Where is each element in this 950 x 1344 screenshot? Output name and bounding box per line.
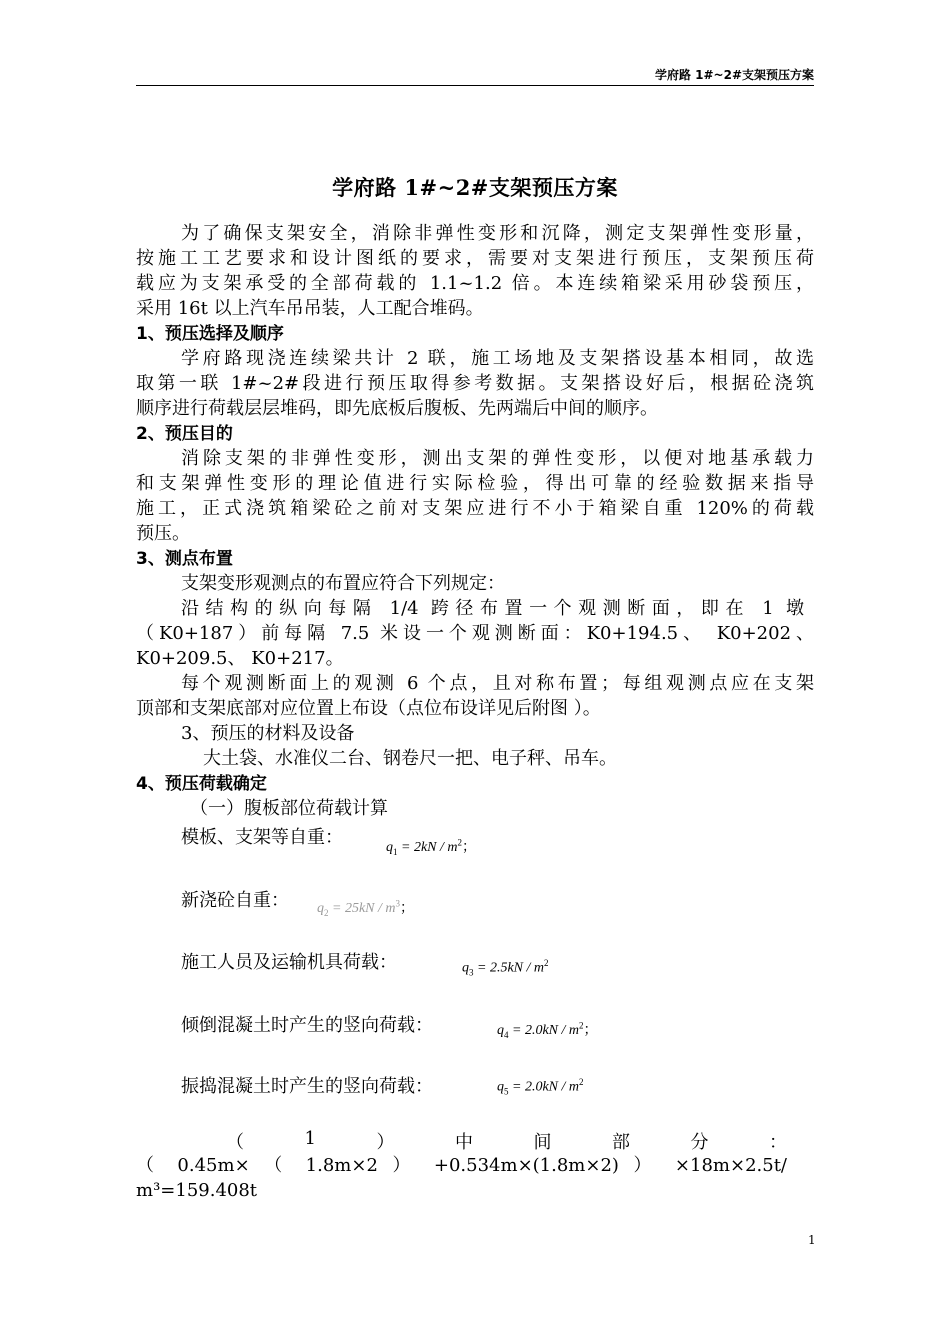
section-2-heading: 2、预压目的 [136,424,233,444]
page-number: 1 [808,1233,816,1247]
middle-calc-line-1: （ 0.45m× （ 1.8m×2 ） +0.534m×(1.8m×2) ） ×18m×2.5t/ [136,1155,787,1176]
section-1-heading: 1、预压选择及顺序 [136,324,284,344]
load-1-label: 模板、支架等自重： [181,827,343,848]
load-5-formula: $q_5 = 2.0kN / m^2$ [497,1077,584,1097]
load-5-label: 振捣混凝土时产生的竖向荷载： [181,1076,433,1097]
load-2-formula: $q_2 = 25kN / m^3$； [317,898,414,918]
intro-line-2: 按施工工艺要求和设计图纸的要求，需要对支架进行预压，支架预压荷 [136,248,814,269]
section-3-line-2: 沿结构的纵向每隔 1/4 跨径布置一个观测断面，即在 1 墩 [181,598,804,619]
section-3-line-1: 支架变形观测点的布置应符合下列规定： [181,573,505,594]
load-4-formula: $q_4 = 2.0kN / m^2$； [497,1020,598,1040]
section-2-line-3: 施工，正式浇筑箱梁砼之前对支架应进行不小于箱梁自重 120%的荷载 [136,498,814,519]
materials-list: 大土袋、水准仪二台、钢卷尺一把、电子秤、吊车。 [203,748,617,769]
load-2-label: 新浇砼自重： [181,890,289,911]
section-1-line-2: 取第一联 1#~2#段进行预压取得参考数据。支架搭设好后，根据砼浇筑 [136,373,814,394]
load-3-label: 施工人员及运输机具荷载： [181,952,397,973]
section-2-line-2: 和支架弹性变形的理论值进行实际检验，得出可靠的经验数据来指导 [136,473,814,494]
section-2-line-4: 预压。 [136,523,190,544]
section-1-line-1: 学府路现浇连续梁共计 2 联，施工场地及支架搭设基本相同，故选 [181,348,814,369]
intro-line-3: 载应为支架承受的全部荷载的 1.1~1.2 倍。本连续箱梁采用砂袋预压， [136,273,814,294]
intro-line-1: 为了确保支架安全，消除非弹性变形和沉降，测定支架弹性变形量， [181,223,814,244]
running-header: 学府路 1#~2#支架预压方案 [654,68,814,82]
intro-line-4: 采用 16t 以上汽车吊吊装，人工配合堆码。 [136,298,484,319]
materials-heading: 3、预压的材料及设备 [181,723,355,744]
header-divider [136,85,814,86]
load-3-formula: $q_3 = 2.5kN / m^2$ [462,958,549,978]
section-3-line-6: 顶部和支架底部对应位置上布设（点位布设详见后附图 ）。 [136,698,601,719]
section-3-line-5: 每个观测断面上的观测 6 个点，且对称布置；每组观测点应在支架 [181,673,814,694]
section-3-heading: 3、测点布置 [136,549,233,569]
section-2-line-1: 消除支架的非弹性变形，测出支架的弹性变形，以便对地基承载力 [181,448,814,469]
middle-section-label: （ 1 ） 中 间 部 分 ： [226,1128,787,1153]
load-4-label: 倾倒混凝土时产生的竖向荷载： [181,1015,433,1036]
section-4-heading: 4、预压荷载确定 [136,774,267,794]
middle-calc-line-2: m³=159.408t [136,1180,258,1201]
section-3-line-3: （K0+187）前每隔 7.5 米设一个观测断面：K0+194.5、 K0+202、 [136,623,814,644]
document-title: 学府路 1#~2#支架预压方案 [332,175,618,200]
section-1-line-3: 顺序进行荷载层层堆码，即先底板后腹板、先两端后中间的顺序。 [136,398,658,419]
section-3-line-4: K0+209.5、 K0+217。 [136,648,344,669]
load-1-formula: $q_1 = 2kN / m^2$； [386,837,476,857]
section-4-subheading: （一）腹板部位荷载计算 [190,798,388,819]
